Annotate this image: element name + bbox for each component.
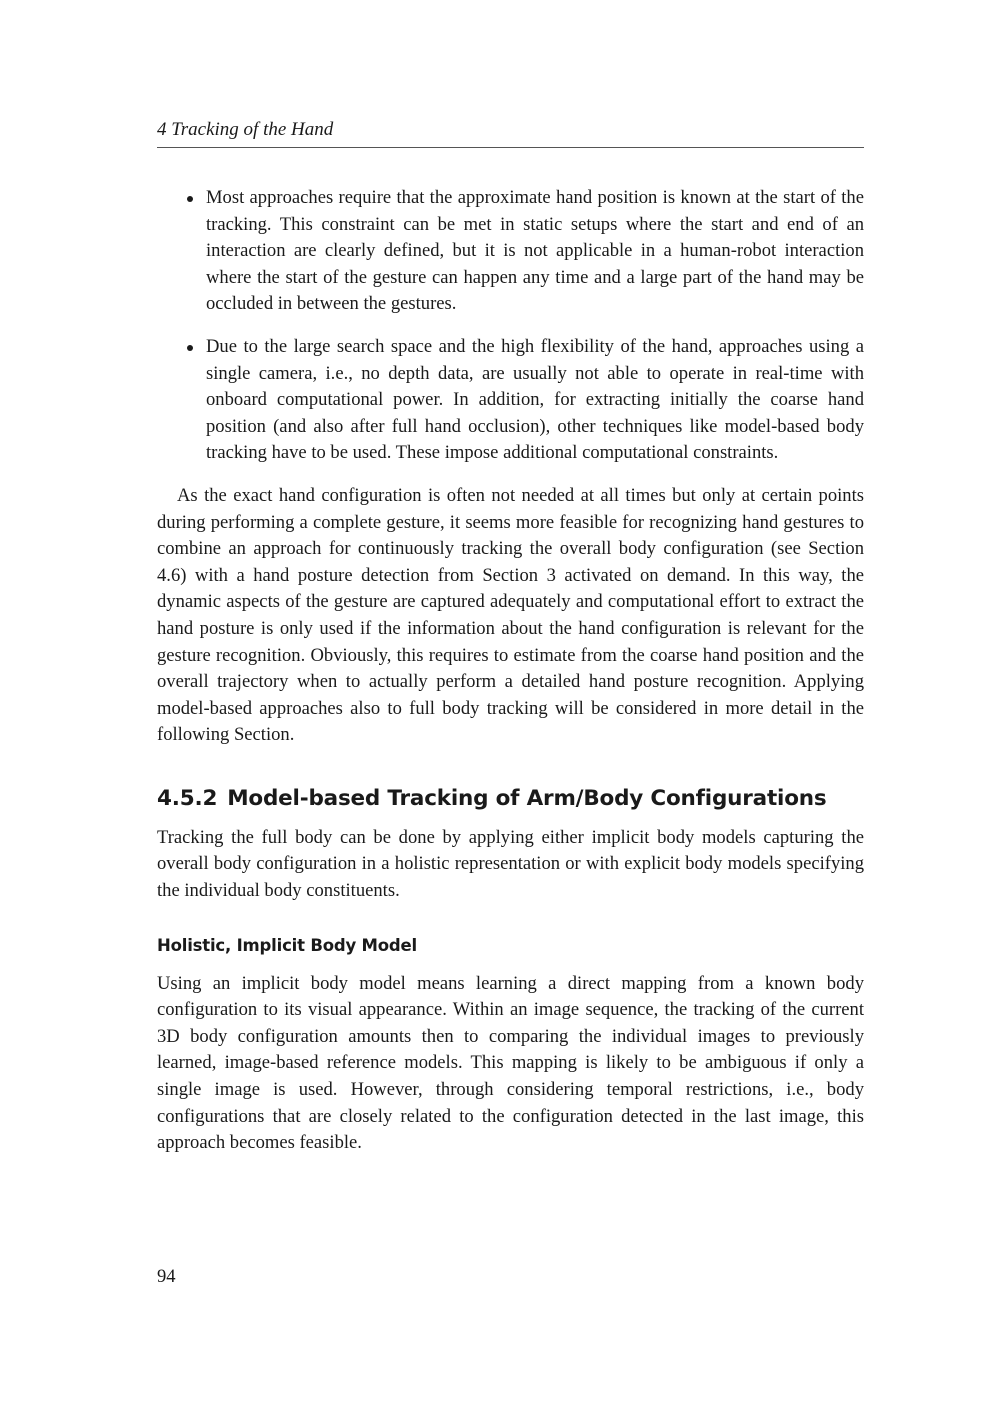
intro-paragraph: As the exact hand configuration is often not needed at all times but only at certain points during performing a complete gesture, it seems more feasible for recognizing hand gestures to combine an approach for continuously tracking the overall body configuration (see Section 4.6) with a hand posture detection from Section 3 activated on demand. In this way, the dynamic aspects of the gesture are captured adequately and computational effort to extract the hand posture is only used if the information about the hand configuration is relevant for the gesture recognition. Obviously, this requires to estimate from the coarse hand position and the overall trajectory when to actually perform a detailed hand posture recognition. Applying model-based approaches also to full body tracking will be considered in more detail in the following Section.	[157, 484, 864, 746]
list-item	[157, 185, 864, 318]
subsection-heading: Holistic, Implicit Body Model	[157, 935, 417, 955]
bullet-icon	[187, 196, 193, 202]
bullet-text: Due to the large search space and the high flexibility of the hand, approaches using a single camera, i.e., no depth data, are usually not able to operate in real-time with onboard computational power. In addition, for extracting initially the coarse hand position (and also after full hand occlusion), other techniques like model-based body tracking have to be used. These impose additional computational constraints.	[206, 335, 864, 464]
page-body	[157, 185, 864, 1157]
header-rule	[157, 147, 864, 148]
bullet-text: Most approaches require that the approximate hand position is known at the start of the tracking. This constraint can be met in static setups where the start and end of an interaction are clearly defined, but it is not applicable in a human-robot interaction where the start of the gesture can happen any time and a large part of the hand may be occluded in between the gestures.	[206, 187, 864, 315]
list-item	[157, 334, 864, 467]
bullet-icon	[187, 345, 193, 351]
section-number: 4.5.2	[157, 785, 218, 811]
page-number: 94	[157, 1266, 176, 1287]
subsection-paragraph: Using an implicit body model means learning a direct mapping from a known body configuration to its visual appearance. Within an image sequence, the tracking of the current 3D body configuration amounts then to comparing the individual images to previously learned, image-based reference models. This mapping is likely to be ambiguous if only a single image is used. However, through considering temporal restrictions, i.e., body configurations that are closely related to the configuration detected in the last image, this approach becomes feasible.	[157, 972, 864, 1154]
bullet-list	[157, 185, 864, 467]
section-paragraph: Tracking the full body can be done by applying either implicit body models capturing the overall body configuration in a holistic representation or with explicit body models specifying the individual body constituents.	[157, 826, 864, 902]
section-heading	[157, 785, 864, 813]
running-header: 4 Tracking of the Hand	[157, 119, 334, 140]
section-title: Model-based Tracking of Arm/Body Configurations	[227, 785, 827, 811]
